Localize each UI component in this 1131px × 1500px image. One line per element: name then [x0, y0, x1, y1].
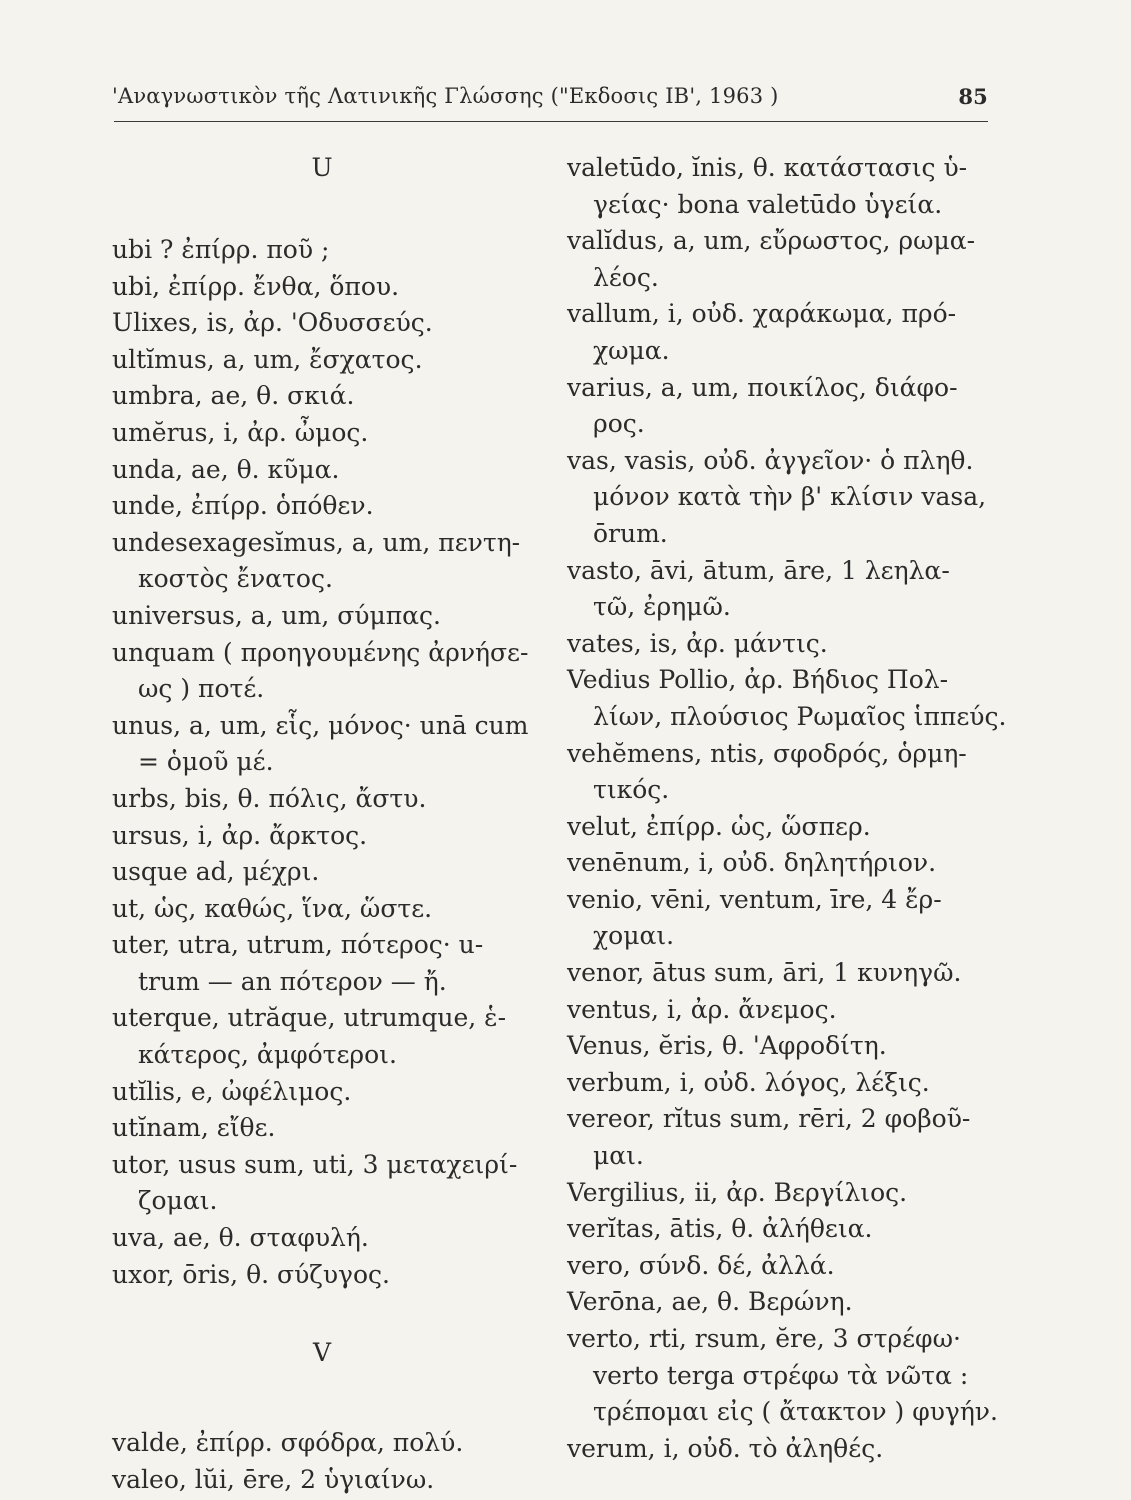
dictionary-entry: [112, 378, 532, 415]
entry-headline: uterque, utrăque, utrumque, ἑ-: [112, 1003, 507, 1033]
dictionary-entry: [112, 305, 532, 342]
entry-headline: venio, vēni, ventum, īre, 4 ἔρ-: [567, 884, 942, 914]
entry-headline: unda, ae, θ. κῦμα.: [112, 454, 340, 484]
dictionary-entry: [112, 415, 532, 452]
entry-headline: ubi, ἐπίρρ. ἔνθα, ὅπου.: [112, 271, 400, 301]
dictionary-entry: [112, 927, 532, 1000]
entry-continuation: ōrum.: [593, 518, 668, 548]
dictionary-entry: [567, 296, 995, 369]
dictionary-entry: [112, 635, 532, 708]
entry-continuation: = ὁμοῦ μέ.: [138, 747, 274, 777]
entry-headline: Vedius Pollio, ἀρ. Βήδιος Πολ-: [567, 665, 949, 695]
dictionary-entry: [567, 1248, 995, 1285]
entry-headline: valeo, lŭi, ēre, 2 ὑγιαίνω.: [112, 1464, 435, 1494]
running-head-title: 'Αναγνωστικὸν τῆς Λατινικῆς Γλώσσης ("Εκδοσις ΙΒ', 1963 ): [112, 84, 779, 108]
right-column: [567, 150, 1007, 1467]
entry-headline: vereor, rĭtus sum, rēri, 2 φοβοῦ-: [567, 1104, 971, 1134]
dictionary-entry: [567, 443, 995, 553]
entry-headline: universus, a, um, σύμπας.: [112, 600, 441, 630]
section-v-entries: [112, 1425, 532, 1498]
dictionary-entry: [112, 488, 532, 525]
entry-headline: uter, utra, utrum, πότερος· u-: [112, 930, 484, 960]
dictionary-entry: [567, 1431, 995, 1468]
dictionary-entry: [112, 232, 532, 269]
entry-continuation: γείας· bona valetūdo ὑγεία.: [593, 189, 943, 219]
right-column-entries: [567, 150, 1007, 1467]
dictionary-entry: [567, 370, 995, 443]
entry-continuation: τρέπομαι εἰς ( ἄτακτον ) φυγήν.: [593, 1397, 998, 1427]
entry-headline: ventus, i, ἀρ. ἄνεμος.: [567, 994, 837, 1024]
entry-headline: ultĭmus, a, um, ἔσχατος.: [112, 344, 423, 374]
page-number: 85: [958, 84, 988, 109]
entry-headline: Vergilius, ii, ἀρ. Βεργίλιος.: [567, 1177, 908, 1207]
dictionary-entry: [112, 1000, 532, 1073]
dictionary-entry: [567, 1321, 998, 1431]
entry-headline: vallum, i, οὐδ. χαράκωμα, πρό-: [567, 299, 957, 329]
dictionary-entry: [112, 708, 532, 781]
header-rule: [114, 121, 988, 122]
entry-headline: undesexagesĭmus, a, um, πεντη-: [112, 527, 521, 557]
entry-continuation: κοστὸς ἔνατος.: [138, 564, 333, 594]
dictionary-entry: [112, 1462, 532, 1499]
entry-continuation: τῶ, ἐρημῶ.: [593, 592, 731, 622]
dictionary-entry: [567, 150, 995, 223]
entry-continuation: μόνον κατὰ τὴν β' κλίσιν vasa,: [593, 482, 987, 512]
entry-headline: verbum, i, οὐδ. λόγος, λέξις.: [567, 1067, 930, 1097]
dictionary-entry: [567, 662, 1007, 735]
left-column: [112, 150, 532, 1498]
dictionary-entry: [567, 882, 995, 955]
entry-continuation: λέος.: [593, 262, 659, 292]
entry-headline: venor, ātus sum, āri, 1 κυνηγῶ.: [567, 958, 962, 988]
entry-headline: verĭtas, ātis, θ. ἀλήθεια.: [567, 1214, 873, 1244]
entry-continuation: ως ) ποτέ.: [138, 674, 265, 704]
entry-headline: ursus, i, ἀρ. ἄρκτος.: [112, 820, 368, 850]
entry-headline: verum, i, οὐδ. τὸ ἀληθές.: [567, 1433, 884, 1463]
entry-headline: velut, ἐπίρρ. ὡς, ὥσπερ.: [567, 811, 871, 841]
entry-headline: valde, ἐπίρρ. σφόδρα, πολύ.: [112, 1428, 464, 1458]
entry-headline: umĕrus, i, ἀρ. ὦμος.: [112, 417, 369, 447]
entry-headline: umbra, ae, θ. σκιά.: [112, 381, 355, 411]
entry-headline: vas, vasis, οὐδ. ἀγγεῖον· ὁ πληθ.: [567, 445, 974, 475]
entry-headline: valetūdo, ĭnis, θ. κατάστασις ὑ-: [567, 153, 968, 182]
entry-headline: unus, a, um, εἷς, μόνος· unā cum: [112, 710, 529, 740]
entry-continuation: μαι.: [593, 1141, 644, 1171]
entry-headline: unde, ἐπίρρ. ὁπόθεν.: [112, 491, 374, 521]
running-head: [112, 84, 988, 114]
entry-headline: urbs, bis, θ. πόλις, ἄστυ.: [112, 783, 427, 813]
entry-headline: usque ad, μέχρι.: [112, 857, 320, 887]
dictionary-entry: [112, 1110, 532, 1147]
dictionary-entry: [112, 269, 532, 306]
entry-headline: utor, usus sum, uti, 3 μεταχειρί-: [112, 1149, 518, 1179]
entry-continuation: λίων, πλούσιος Ρωμαῖος ἱππεύς.: [593, 701, 1007, 731]
dictionary-entry: [112, 891, 532, 928]
entry-continuation: ρος.: [593, 409, 645, 439]
dictionary-entry: [567, 1065, 995, 1102]
dictionary-entry: [567, 1175, 995, 1212]
entry-headline: Venus, ĕris, θ. 'Αφροδίτη.: [567, 1031, 887, 1061]
dictionary-entry: [112, 1425, 532, 1462]
dictionary-entry: [567, 1028, 995, 1065]
entry-headline: vates, is, ἀρ. μάντις.: [567, 628, 828, 658]
dictionary-entry: [567, 223, 995, 296]
entry-headline: valĭdus, a, um, εὔρωστος, ρωμα-: [567, 226, 976, 256]
dictionary-entry: [112, 1147, 532, 1220]
entry-headline: utĭlis, e, ὠφέλιμος.: [112, 1076, 352, 1106]
entry-headline: vero, σύνδ. δέ, ἀλλά.: [567, 1250, 835, 1280]
dictionary-entry: [567, 1284, 995, 1321]
dictionary-entry: [567, 626, 995, 663]
dictionary-entry: [567, 736, 995, 809]
entry-continuation: κάτερος, ἀμφότεροι.: [138, 1040, 397, 1070]
dictionary-entry: [567, 809, 995, 846]
dictionary-entry: [112, 525, 532, 598]
dictionary-entry: [567, 1211, 995, 1248]
entry-headline: verto, rti, rsum, ĕre, 3 στρέφω·: [567, 1324, 961, 1353]
dictionary-entry: [112, 818, 532, 855]
dictionary-entry: [112, 452, 532, 489]
dictionary-entry: [567, 992, 995, 1029]
dictionary-entry: [112, 781, 532, 818]
entry-continuation: χωμα.: [593, 335, 670, 365]
entry-continuation: verto terga στρέφω τὰ νῶτα :: [593, 1360, 969, 1390]
entry-headline: utĭnam, εἴθε.: [112, 1113, 276, 1143]
section-u-entries: [112, 232, 532, 1293]
dictionary-entry: [567, 1101, 995, 1174]
entry-continuation: ζομαι.: [138, 1186, 218, 1216]
entry-continuation: τικός.: [593, 775, 670, 805]
entry-headline: ut, ὡς, καθώς, ἵνα, ὥστε.: [112, 893, 433, 923]
entry-continuation: χομαι.: [593, 921, 675, 951]
entry-headline: vehĕmens, ntis, σφοδρός, ὁρμη-: [567, 738, 967, 768]
entry-headline: uva, ae, θ. σταφυλή.: [112, 1223, 369, 1253]
dictionary-entry: [112, 1074, 532, 1111]
dictionary-entry: [112, 342, 532, 379]
entry-headline: Verōna, ae, θ. Βερώνη.: [567, 1287, 853, 1317]
entry-continuation: trum — an πότερον — ἤ.: [138, 966, 447, 996]
dictionary-entry: [567, 845, 995, 882]
dictionary-entry: [112, 854, 532, 891]
section-letter-u: U: [311, 153, 333, 182]
dictionary-entry: [112, 1257, 532, 1294]
section-letter-v: V: [312, 1338, 332, 1368]
dictionary-entry: [567, 553, 995, 626]
entry-headline: venēnum, i, οὐδ. δηλητήριον.: [567, 848, 937, 878]
dictionary-entry: [567, 955, 995, 992]
dictionary-entry: [112, 1220, 532, 1257]
dictionary-entry: [112, 598, 532, 635]
entry-headline: uxor, ōris, θ. σύζυγος.: [112, 1259, 390, 1289]
entry-headline: unquam ( προηγουμένης ἀρνήσε-: [112, 637, 529, 667]
entry-headline: Ulixes, is, ἀρ. 'Οδυσσεύς.: [112, 308, 433, 338]
entry-headline: vasto, āvi, ātum, āre, 1 λεηλα-: [567, 555, 950, 585]
entry-headline: varius, a, um, ποικίλος, διάφο-: [567, 372, 958, 402]
entry-headline: ubi ? ἐπίρρ. ποῦ ;: [112, 235, 330, 264]
